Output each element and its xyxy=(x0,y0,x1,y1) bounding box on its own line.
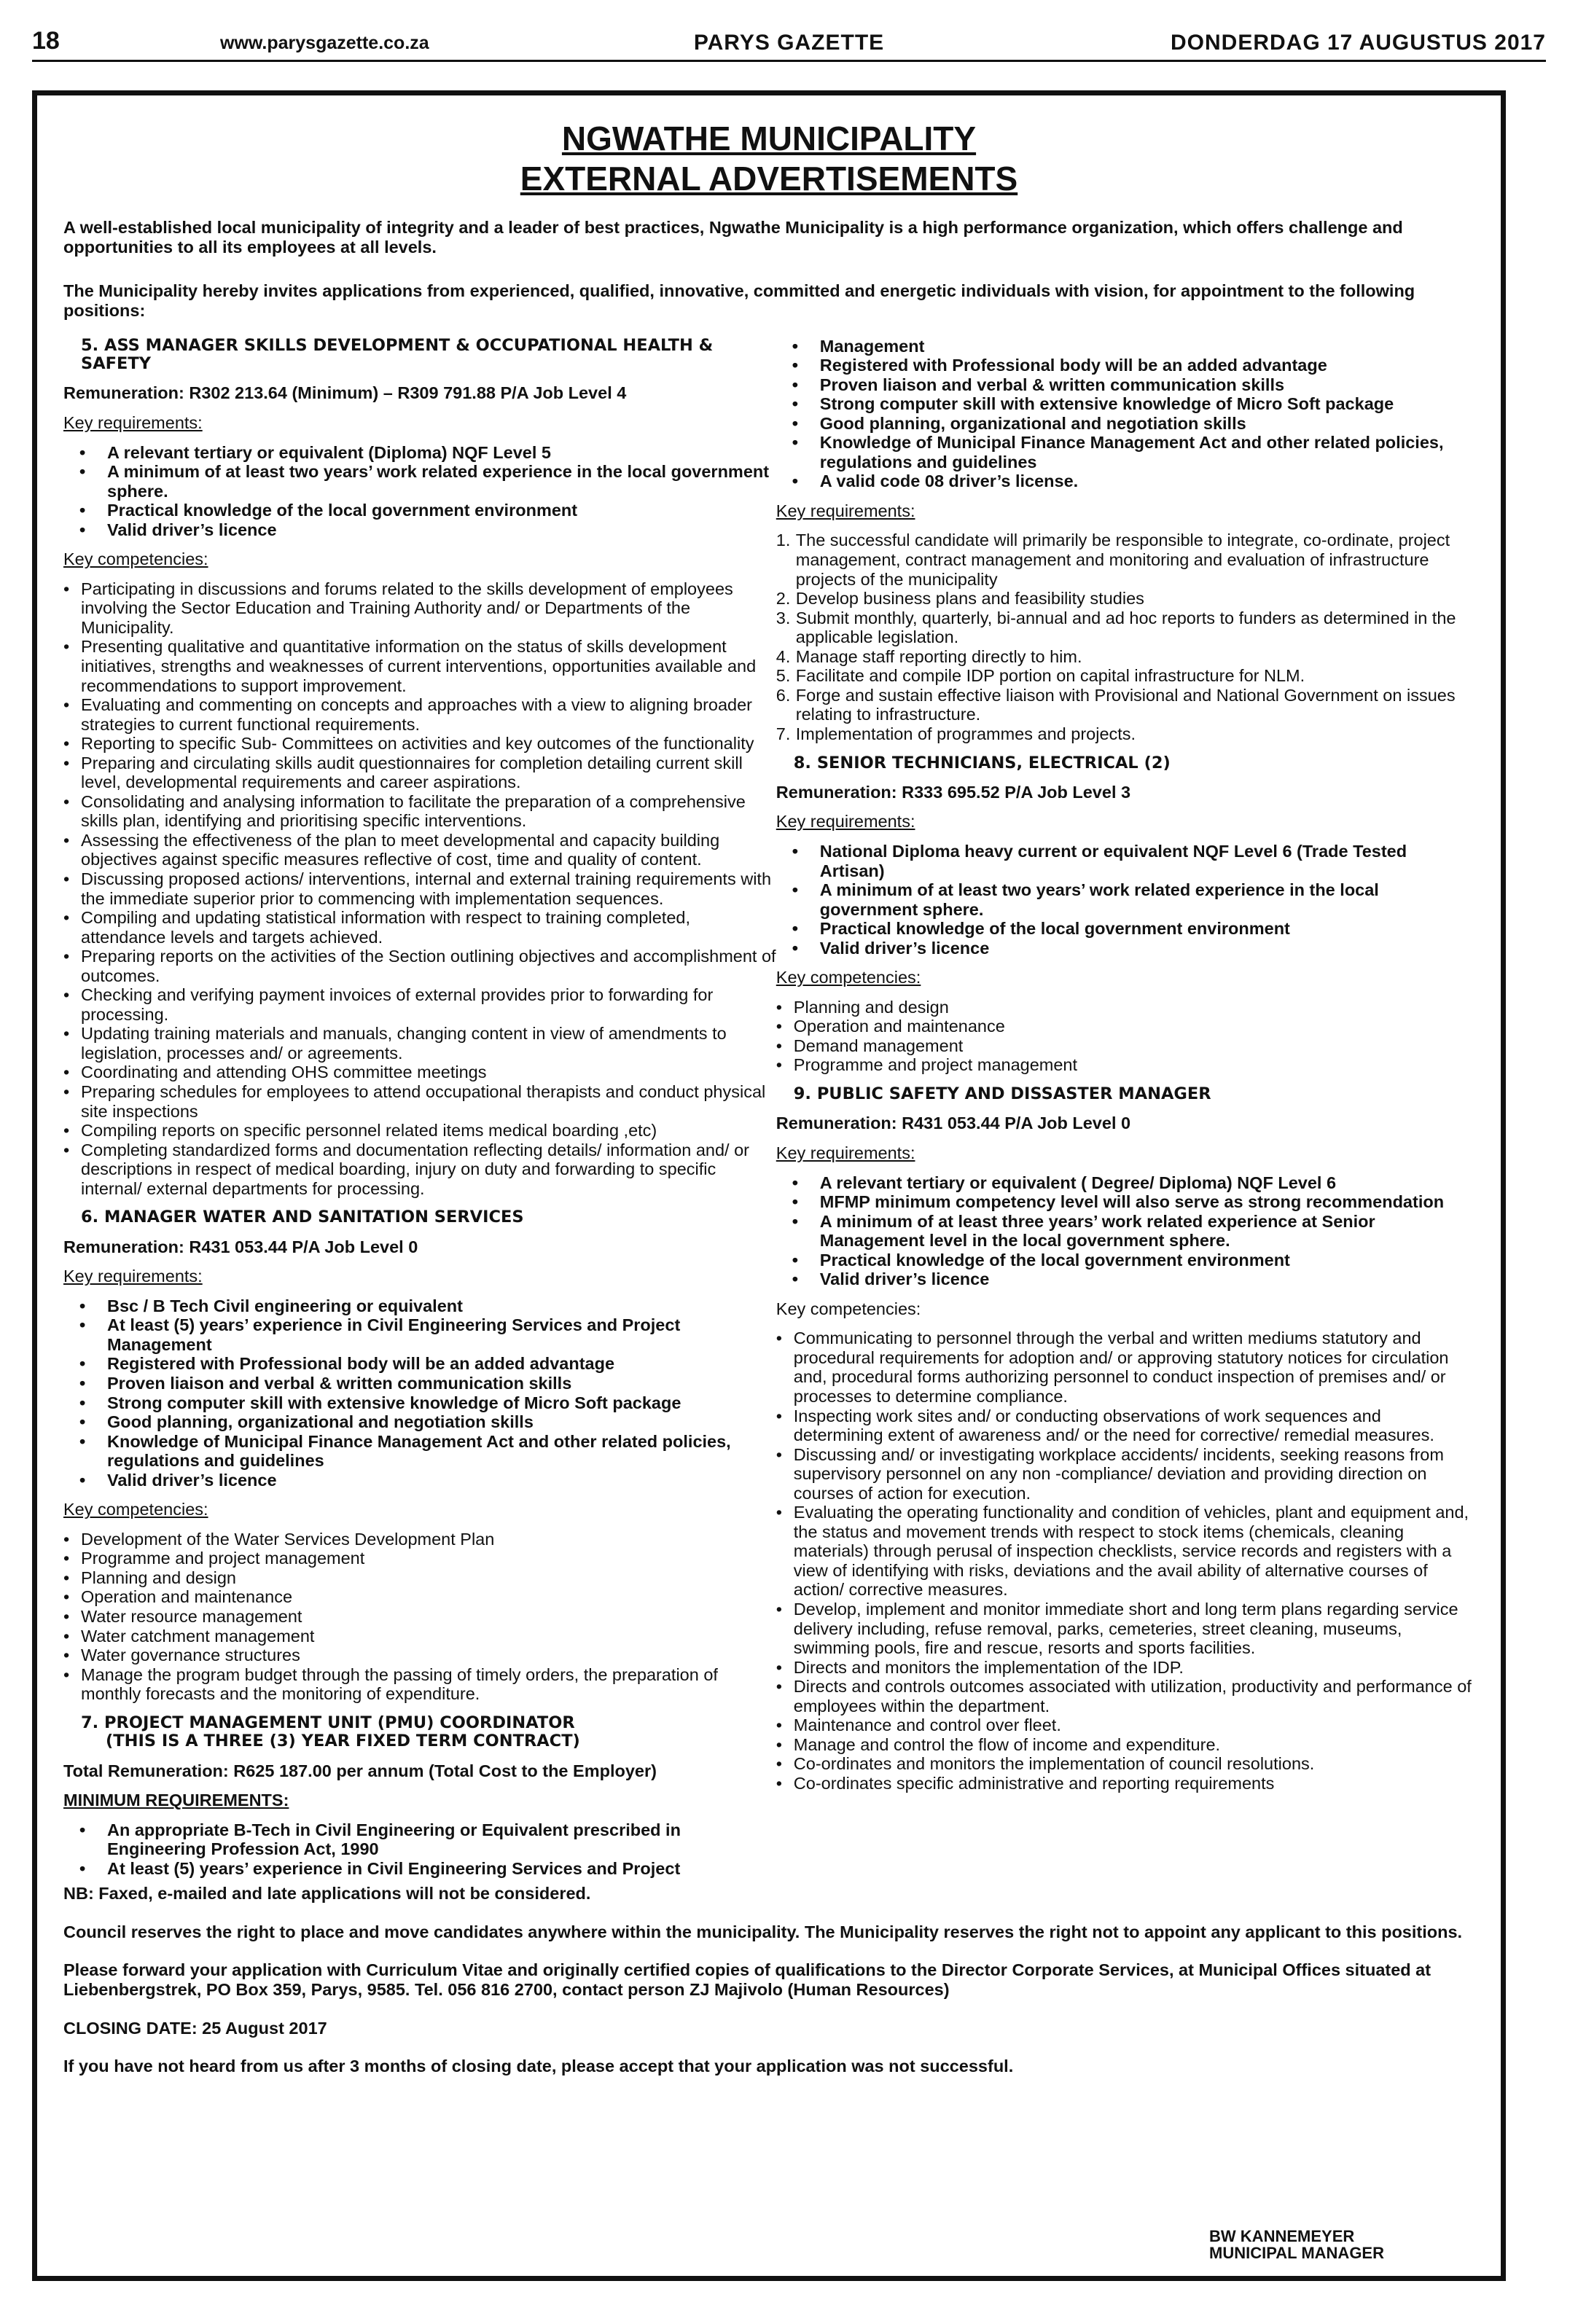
list-item: • National Diploma heavy current or equivalent NQF Level 6 (Trade Tested Artisan) xyxy=(776,842,1475,880)
list-item: • Consolidating and analysing information to facilitate the preparation of a comprehensive skills plan, identifying and prioritising specific interventions. xyxy=(63,792,776,831)
list-item: 1. The successful candidate will primarily be responsible to integrate, co-ordinate, project management, contract management and monitoring and evaluation of infrastructure projects of the municipality xyxy=(776,531,1450,589)
section-9-competencies xyxy=(776,1329,1475,1793)
section-8-comp-label: Key competencies: xyxy=(776,968,921,987)
list-item: • Preparing and circulating skills audit questionnaires for completion detailing current skill level, developmental requirements and career aspirations. xyxy=(63,754,776,792)
list-item: • Assessing the effectiveness of the plan to meet developmental and capacity building objectives against specific measures reflective of cost, time and quality of content. xyxy=(63,831,776,869)
list-item: • Completing standardized forms and documentation reflecting details/ information and/ or descriptions in respect of medical boarding, injury on duty and forwarding to specific internal/ external departments for processing. xyxy=(63,1141,776,1199)
list-item: • Development of the Water Services Development Plan xyxy=(63,1530,776,1549)
list-item: • Coordinating and attending OHS committee meetings xyxy=(63,1063,776,1082)
list-item: 3. Submit monthly, quarterly, bi-annual and ad hoc reports to funders as determined in the applicable legislation. xyxy=(776,608,1456,647)
section-8-req-label: Key requirements: xyxy=(776,812,915,832)
section-7-heading xyxy=(63,1714,776,1751)
section-5-heading: 5. ASS MANAGER SKILLS DEVELOPMENT & OCCUPATIONAL HEALTH & SAFETY xyxy=(81,335,714,373)
list-item: • Registered with Professional body will be an added advantage xyxy=(776,356,1475,375)
list-item: • Knowledge of Municipal Finance Management Act and other related policies, regulations and guidelines xyxy=(776,433,1475,472)
list-item: • Updating training materials and manuals, changing content in view of amendments to legislation, processes and/ or agreements. xyxy=(63,1024,776,1063)
list-item: • Reporting to specific Sub- Committees on activities and key outcomes of the functionality xyxy=(63,734,776,754)
ad-title: NGWATHE MUNICIPALITY xyxy=(561,120,977,157)
signatory-name: BW KANNEMEYER xyxy=(1209,2226,1355,2245)
signature-block xyxy=(1209,2228,1384,2261)
list-item: • Evaluating the operating functionality and condition of vehicles, plant and equipment and, the status and movement trends with respect to stock items (chemicals, cleaning materials) through perusal of inspection checklists, service records and registers with a view of identifying with risks, deviations and the avail ability of alternative courses of action/ corrective measures. xyxy=(776,1503,1475,1600)
section-5-comp-label: Key competencies: xyxy=(63,549,208,569)
section-6-remuneration: Remuneration: R431 053.44 P/A Job Level 0 xyxy=(63,1237,418,1256)
list-item: • Strong computer skill with extensive knowledge of Micro Soft package xyxy=(63,1393,776,1413)
list-item: • Operation and maintenance xyxy=(776,1017,1475,1036)
closing-date: CLOSING DATE: 25 August 2017 xyxy=(63,2018,327,2038)
section-7-remuneration: Total Remuneration: R625 187.00 per annum (Total Cost to the Employer) xyxy=(63,1761,657,1780)
masthead xyxy=(32,25,1546,62)
columns xyxy=(63,337,1475,1879)
list-item: • Valid driver’s licence xyxy=(776,939,1475,958)
list-item: • Water governance structures xyxy=(63,1646,776,1665)
nb-note: NB: Faxed, e-mailed and late applications will not be considered. xyxy=(63,1884,591,1904)
list-item: • A relevant tertiary or equivalent ( Degree/ Diploma) NQF Level 6 xyxy=(776,1173,1475,1193)
list-item: • Compiling reports on specific personnel related items medical boarding ,etc) xyxy=(63,1121,776,1141)
list-item: • Good planning, organizational and negotiation skills xyxy=(63,1412,776,1432)
list-item: • Practical knowledge of the local government environment xyxy=(776,919,1475,939)
list-item: • At least (5) years’ experience in Civil Engineering Services and Project Management xyxy=(63,1315,776,1354)
list-item: • Evaluating and commenting on concepts and approaches with a view to aligning broader strategies to current functional requirements. xyxy=(63,695,776,734)
list-item: • Operation and maintenance xyxy=(63,1587,776,1607)
newspaper-name: PARYS GAZETTE xyxy=(693,31,885,55)
list-item: 6. Forge and sustain effective liaison with Provisional and National Government on issues relating to infrastructure. xyxy=(776,685,1456,724)
list-item: • Maintenance and control over fleet. xyxy=(776,1715,1475,1735)
section-5-req-label: Key requirements: xyxy=(63,412,203,432)
list-item: • Directs and monitors the implementation of the IDP. xyxy=(776,1658,1475,1678)
intro xyxy=(63,218,1475,320)
page-number: 18 xyxy=(32,27,60,55)
list-item: • Bsc / B Tech Civil engineering or equivalent xyxy=(63,1296,776,1316)
list-item: • Proven liaison and verbal & written communication skills xyxy=(63,1374,776,1393)
list-item: • Participating in discussions and forums related to the skills development of employees involving the Sector Education and Training Authority and/ or Departments of the Municipality. xyxy=(63,579,776,638)
list-item: • Planning and design xyxy=(776,998,1475,1017)
list-item: • Water catchment management xyxy=(63,1627,776,1646)
list-item: 7. Implementation of programmes and projects. xyxy=(776,724,1136,743)
unsuccessful-notice: If you have not heard from us after 3 months of closing date, please accept that your application was not successful. xyxy=(63,2057,1014,2076)
list-item: • Directs and controls outcomes associated with utilization, productivity and performance of employees within the department. xyxy=(776,1677,1475,1715)
list-item: • Registered with Professional body will be an added advantage xyxy=(63,1354,776,1374)
list-item: • A valid code 08 driver’s license. xyxy=(776,472,1475,491)
issue-date: DONDERDAG 17 AUGUSTUS 2017 xyxy=(1170,31,1546,55)
intro-paragraph-2: The Municipality hereby invites applications from experienced, qualified, innovative, committed and energetic individuals with vision, for appointment to the following positions: xyxy=(63,281,1415,321)
list-item: • A minimum of at least two years’ work related experience in the local government sphere. xyxy=(63,462,776,501)
list-item: • Communicating to personnel through the verbal and written mediums statutory and procedural requirements for adoption and/ or approving statutory notices for circulation and, procedural forms authorizing personnel to conduct inspection of premises and/ or processes to determine compliance. xyxy=(776,1329,1475,1406)
list-item: • A minimum of at least three years’ work related experience at Senior Management level in the local government sphere. xyxy=(776,1212,1475,1251)
section-9-requirements xyxy=(776,1173,1475,1289)
list-item: 2. Develop business plans and feasibility studies xyxy=(776,589,1144,609)
list-item: • Practical knowledge of the local government environment xyxy=(63,501,776,520)
list-item: • A minimum of at least two years’ work related experience in the local government sphere. xyxy=(776,880,1475,919)
section-5-remuneration: Remuneration: R302 213.64 (Minimum) – R309 791.88 P/A Job Level 4 xyxy=(63,383,627,403)
advertisement-box xyxy=(32,90,1506,2281)
list-item: • Demand management xyxy=(776,1036,1475,1056)
section-7-min-label: MINIMUM REQUIREMENTS: xyxy=(63,1791,289,1810)
section-8-remuneration: Remuneration: R333 695.52 P/A Job Level 3 xyxy=(776,782,1131,802)
list-item: • Strong computer skill with extensive knowledge of Micro Soft package xyxy=(776,394,1475,414)
left-column xyxy=(63,337,776,1879)
list-item: • Planning and design xyxy=(63,1568,776,1588)
list-item-text-split: At least (5) years’ experience in Civil Engineering Services and Project xyxy=(107,1858,681,1878)
list-item: • Presenting qualitative and quantitative information on the status of skills development initiatives, strengths and weaknesses of current interventions, opportunities available and recommendations to support improvement. xyxy=(63,637,776,695)
section-9-remuneration: Remuneration: R431 053.44 P/A Job Level 0 xyxy=(776,1114,1131,1133)
list-item: • Preparing schedules for employees to attend occupational therapists and conduct physical site inspections xyxy=(63,1082,776,1121)
list-item: • Valid driver’s licence xyxy=(63,520,776,540)
list-item: • Discussing and/ or investigating workplace accidents/ incidents, seeking reasons from supervisory personnel on any non -compliance/ deviation and providing direction on courses of action for execution. xyxy=(776,1445,1475,1503)
section-8-competencies xyxy=(776,998,1475,1075)
list-item: • Practical knowledge of the local government environment xyxy=(776,1251,1475,1270)
section-6-req-label: Key requirements: xyxy=(63,1267,203,1286)
list-item: • Manage the program budget through the passing of timely orders, the preparation of monthly forecasts and the monitoring of expenditure. xyxy=(63,1665,776,1704)
list-item: • Develop, implement and monitor immediate short and long term plans regarding service delivery including, refuse removal, parks, cemeteries, street cleaning, museums, swimming pools, fire and rescue, resorts and sports facilities. xyxy=(776,1600,1475,1658)
section-6-competencies xyxy=(63,1530,776,1704)
list-item: • Compiling and updating statistical information with respect to training completed, attendance levels and targets achieved. xyxy=(63,908,776,947)
list-item: • Water resource management xyxy=(63,1607,776,1627)
list-item: • A relevant tertiary or equivalent (Diploma) NQF Level 5 xyxy=(63,443,776,463)
list-item: • Valid driver’s licence xyxy=(776,1269,1475,1289)
list-item: • Knowledge of Municipal Finance Management Act and other related policies, regulations and guidelines xyxy=(63,1432,776,1471)
section-7-minimum-requirements xyxy=(63,1820,776,1879)
list-item-continued: • Management xyxy=(776,337,1475,356)
section-9-heading: 9. PUBLIC SAFETY AND DISSASTER MANAGER xyxy=(793,1084,1211,1104)
list-item: • Discussing proposed actions/ interventions, internal and external training requirements with the immediate superior prior to commencing with implementation sequences. xyxy=(63,869,776,908)
section-7-req-label: Key requirements: xyxy=(776,501,915,520)
section-7-heading-line-2: (THIS IS A THREE (3) YEAR FIXED TERM CONTRACT) xyxy=(106,1732,580,1751)
list-item: • Preparing reports on the activities of the Section outlining objectives and accomplishment of outcomes. xyxy=(63,947,776,985)
list-item: • Inspecting work sites and/ or conducting observations of work sequences and determining extent of awareness and/ or the need for corrective/ remedial measures. xyxy=(776,1406,1475,1445)
intro-paragraph-1: A well-established local municipality of integrity and a leader of best practices, Ngwathe Municipality is a high performance organization, which offers challenge and opportunities to all its employees at all levels. xyxy=(63,218,1403,257)
section-7-minimum-requirements-continued xyxy=(776,337,1475,491)
list-item: • Proven liaison and verbal & written communication skills xyxy=(776,375,1475,395)
ad-titles xyxy=(63,119,1475,199)
list-item: • Manage and control the flow of income and expenditure. xyxy=(776,1735,1475,1755)
list-item: • Good planning, organizational and negotiation skills xyxy=(776,414,1475,434)
section-7-key-requirements xyxy=(776,531,1475,743)
list-item: • Programme and project management xyxy=(776,1055,1475,1075)
list-item: • Checking and verifying payment invoices of external provides prior to forwarding for processing. xyxy=(63,985,776,1024)
right-column xyxy=(776,337,1475,1879)
section-8-heading: 8. SENIOR TECHNICIANS, ELECTRICAL (2) xyxy=(793,753,1171,772)
section-6-requirements xyxy=(63,1296,776,1490)
signatory-title: MUNICIPAL MANAGER xyxy=(1209,2243,1384,2262)
list-item: • Co-ordinates specific administrative and reporting requirements xyxy=(776,1774,1475,1793)
section-5-competencies xyxy=(63,579,776,1199)
website-url[interactable]: www.parysgazette.co.za xyxy=(220,33,429,53)
list-item: • Valid driver’s licence xyxy=(63,1471,776,1490)
list-item: 5. Facilitate and compile IDP portion on capital infrastructure for NLM. xyxy=(776,666,1305,686)
section-6-comp-label: Key competencies: xyxy=(63,1500,208,1519)
list-item xyxy=(63,1859,776,1879)
section-7-heading-line-1: 7. PROJECT MANAGEMENT UNIT (PMU) COORDINATOR xyxy=(81,1713,575,1732)
list-item: • Programme and project management xyxy=(63,1549,776,1568)
list-item: • MFMP minimum competency level will also serve as strong recommendation xyxy=(776,1192,1475,1212)
council-note: Council reserves the right to place and move candidates anywhere within the municipality. The Municipality reserves the right not to appoint any applicant to this positions. xyxy=(63,1922,1463,1941)
section-9-comp-label: Key competencies: xyxy=(776,1299,921,1318)
list-item: • Co-ordinates and monitors the implementation of council resolutions. xyxy=(776,1754,1475,1774)
section-9-req-label: Key requirements: xyxy=(776,1143,915,1162)
footer xyxy=(63,1884,1475,2075)
section-5-requirements xyxy=(63,443,776,540)
section-8-requirements xyxy=(776,842,1475,958)
ad-subtitle: EXTERNAL ADVERTISEMENTS xyxy=(520,160,1018,198)
section-6-heading: 6. MANAGER WATER AND SANITATION SERVICES xyxy=(81,1208,524,1227)
list-item: • An appropriate B-Tech in Civil Engineering or Equivalent prescribed in Engineering Profession Act, 1990 xyxy=(63,1820,776,1859)
list-item: 4. Manage staff reporting directly to him. xyxy=(776,646,1082,666)
application-instructions: Please forward your application with Curriculum Vitae and originally certified copies of qualifications to the Director Corporate Services, at Municipal Offices situated at Liebenbergstrek, PO Box 359, Parys, 9585. Tel. 056 816 2700, contact person ZJ Majivolo (Human Resources) xyxy=(63,1960,1431,1999)
